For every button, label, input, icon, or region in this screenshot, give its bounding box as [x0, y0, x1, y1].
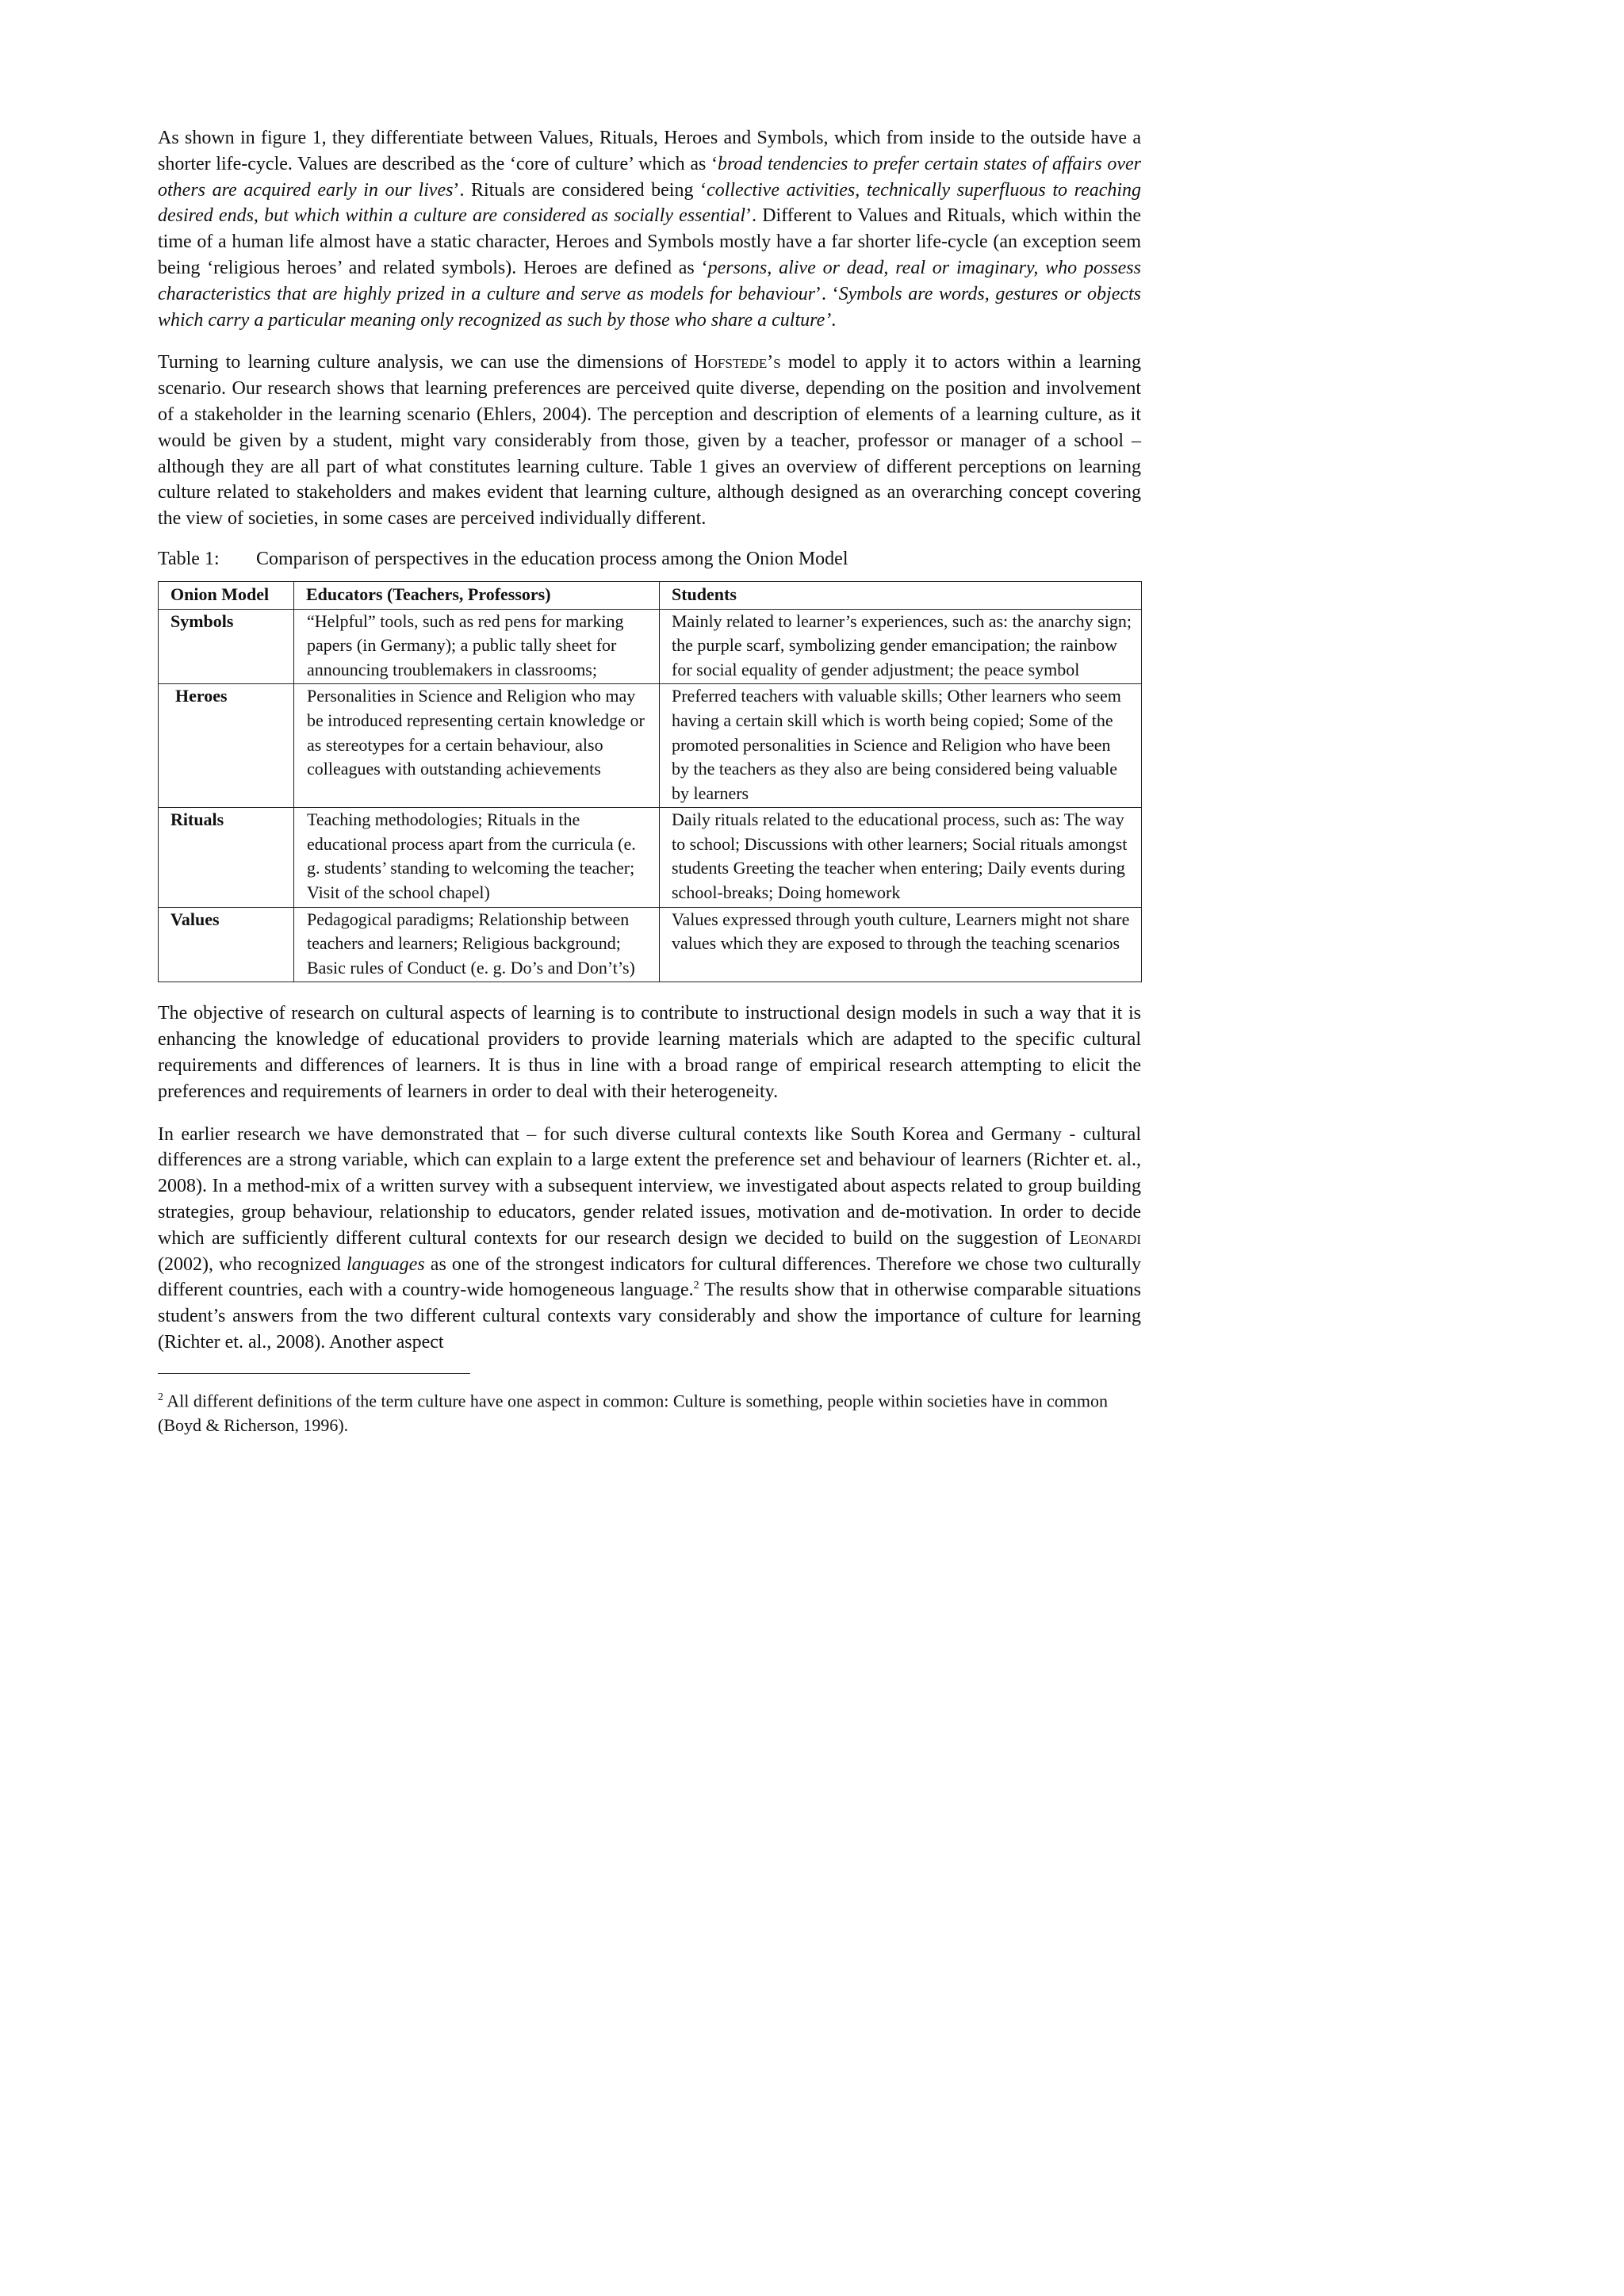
table-row-values [159, 907, 1142, 982]
text-run: (2002), who recognized [158, 1253, 347, 1275]
table-caption-text: Comparison of perspectives in the education process among the Onion Model [256, 548, 848, 569]
cell-educators: Personalities in Science and Religion who may be introduced representing certain knowledge or as stereotypes for a certain behaviour, also colleagues with outstanding achievements [294, 684, 660, 808]
paragraph-learning-culture-analysis [158, 350, 1141, 532]
cell-educators: Pedagogical paradigms; Relationship between teachers and learners; Religious background; Basic rules of Conduct (e. g. Do’s and Don’t’s) [294, 907, 660, 982]
paragraph-earlier-research [158, 1122, 1141, 1356]
column-header-onion-model: Onion Model [159, 581, 294, 609]
table-row-rituals [159, 808, 1142, 907]
text-run: Turning to learning culture analysis, we can use the dimensions of [158, 352, 695, 373]
table-caption [158, 546, 1141, 572]
row-label: Rituals [159, 808, 294, 907]
text-run: In earlier research we have demonstrated that – for such diverse cultural contexts like South Korea and Germany - cultural differences are a strong variable, which can explain to a large extent the preference set and behaviour of learners (Richter et. al., 2008). In a method-mix of a written survey with a subsequent interview, we investigated about aspects related to group building strategies, group behaviour, relationship to educators, gender related issues, motivation and de-motivation. In order to decide which are sufficiently different cultural contexts for our research design we decided to build on the suggestion of [158, 1123, 1141, 1249]
cell-students: Mainly related to learner’s experiences, such as: the anarchy sign; the purple scarf, symbolizing gender emancipation; the rainbow for social equality of gender adjustment; the peace symbol [660, 609, 1142, 684]
row-label: Heroes [159, 684, 294, 808]
text-run: The results show that in otherwise comparable situations student’s answers from the two different cultural contexts vary considerably and show the importance of culture for learning (Richter et. al., 2008). Another aspect [158, 1280, 1141, 1353]
text-run: . [831, 309, 837, 331]
emphasis-languages: languages [347, 1253, 425, 1275]
paragraph-onion-layers [158, 125, 1141, 333]
text-run: As shown in figure 1, they differentiate between Values, Rituals, Heroes and Symbols, which from inside to the outside have a shorter life-cycle. Values are described as the ‘core of culture’ which as ‘ [158, 128, 1141, 174]
column-header-students: Students [660, 581, 1142, 609]
text-run: ’. ‘ [815, 283, 839, 304]
cell-students: Values expressed through youth culture, Learners might not share values which they are exposed to through the teaching scenarios [660, 907, 1142, 982]
text-run: model to apply it to actors within a learning scenario. Our research shows that learning preferences are perceived quite diverse, depending on the position and involvement of a stakeholder in the learning scenario (Ehlers, 2004). The perception and description of elements of a learning culture, as it would be given by a student, might vary considerably from those, given by a teacher, professor or manager of a school – although they are all part of what constitutes learning culture. Table 1 gives an overview of different perceptions on learning culture related to stakeholders and makes evident that learning culture, although designed as an overarching concept covering the view of societies, in some cases are perceived individually different. [158, 352, 1141, 530]
footnote-marker: 2 [158, 1391, 163, 1403]
paragraph-research-objective: The objective of research on cultural aspects of learning is to contribute to instructional design models in such a way that it is enhancing the knowledge of educational providers to provide learning materials which are adapted to the specific cultural requirements and differences of learners. It is thus in line with a broad range of empirical research attempting to elicit the preferences and requirements of learners in order to deal with their heterogeneity. [158, 1003, 1141, 1102]
footnote [158, 1385, 1109, 1437]
table-header-row [159, 581, 1142, 609]
text-run: ’. Different to Values and Rituals, which within the time of a human life almost have a static character, Heroes and Symbols mostly have a far shorter life-cycle (an exception seem being ‘religious heroes’ and related symbols). Heroes are defined as ‘ [158, 205, 1141, 278]
cell-educators: Teaching methodologies; Rituals in the educational process apart from the curricula (e. g. students’ standing to welcoming the teacher; Visit of the school chapel) [294, 808, 660, 907]
author-name-hofstede: Hofstede’s [694, 352, 781, 373]
column-header-educators: Educators (Teachers, Professors) [294, 581, 660, 609]
table-row-heroes [159, 684, 1142, 808]
quote-heroes: persons, alive or dead, real or imaginary, who possess characteristics that are highly prized in a culture and serve as models for behaviour [158, 257, 1141, 304]
cell-students: Daily rituals related to the educational process, such as: The way to school; Discussions with other learners; Social rituals amongst students Greeting the teacher when entering; Daily events during school-breaks; Doing homework [660, 808, 1142, 907]
cell-educators: “Helpful” tools, such as red pens for marking papers (in Germany); a public tally sheet for announcing troublemakers in classrooms; [294, 609, 660, 684]
footnote-reference[interactable]: 2 [693, 1280, 699, 1292]
table-row-symbols [159, 609, 1142, 684]
footnote-text: All different definitions of the term culture have one aspect in common: Culture is something, people within societies have in common (Boyd & Richerson, 1996). [158, 1391, 1108, 1436]
page-content [158, 125, 1141, 1437]
onion-model-table [158, 581, 1142, 983]
quote-rituals: collective activities, technically superfluous to reaching desired ends, but which within a culture are considered as socially essential [158, 179, 1142, 227]
table-number: Table 1: [158, 548, 220, 569]
row-label: Symbols [159, 609, 294, 684]
footnote-divider [158, 1373, 470, 1374]
quote-values: broad tendencies to prefer certain states of affairs over others are acquired early in our lives [158, 153, 1142, 201]
text-run: ’. Rituals are considered being ‘ [453, 179, 707, 201]
quote-symbols: Symbols are words, gestures or objects which carry a particular meaning only recognized as such by those who share a culture’ [158, 283, 1141, 331]
cell-students: Preferred teachers with valuable skills; Other learners who seem having a certain skill which is worth being copied; Some of the promoted personalities in Science and Religion who have been by the teachers as they also are being considered being valuable by learners [660, 684, 1142, 808]
author-name-leonardi: Leonardi [1068, 1227, 1141, 1249]
row-label: Values [159, 907, 294, 982]
text-run: as one of the strongest indicators for cultural differences. Therefore we chose two culturally different countries, each with a country-wide homogeneous language. [158, 1253, 1141, 1301]
